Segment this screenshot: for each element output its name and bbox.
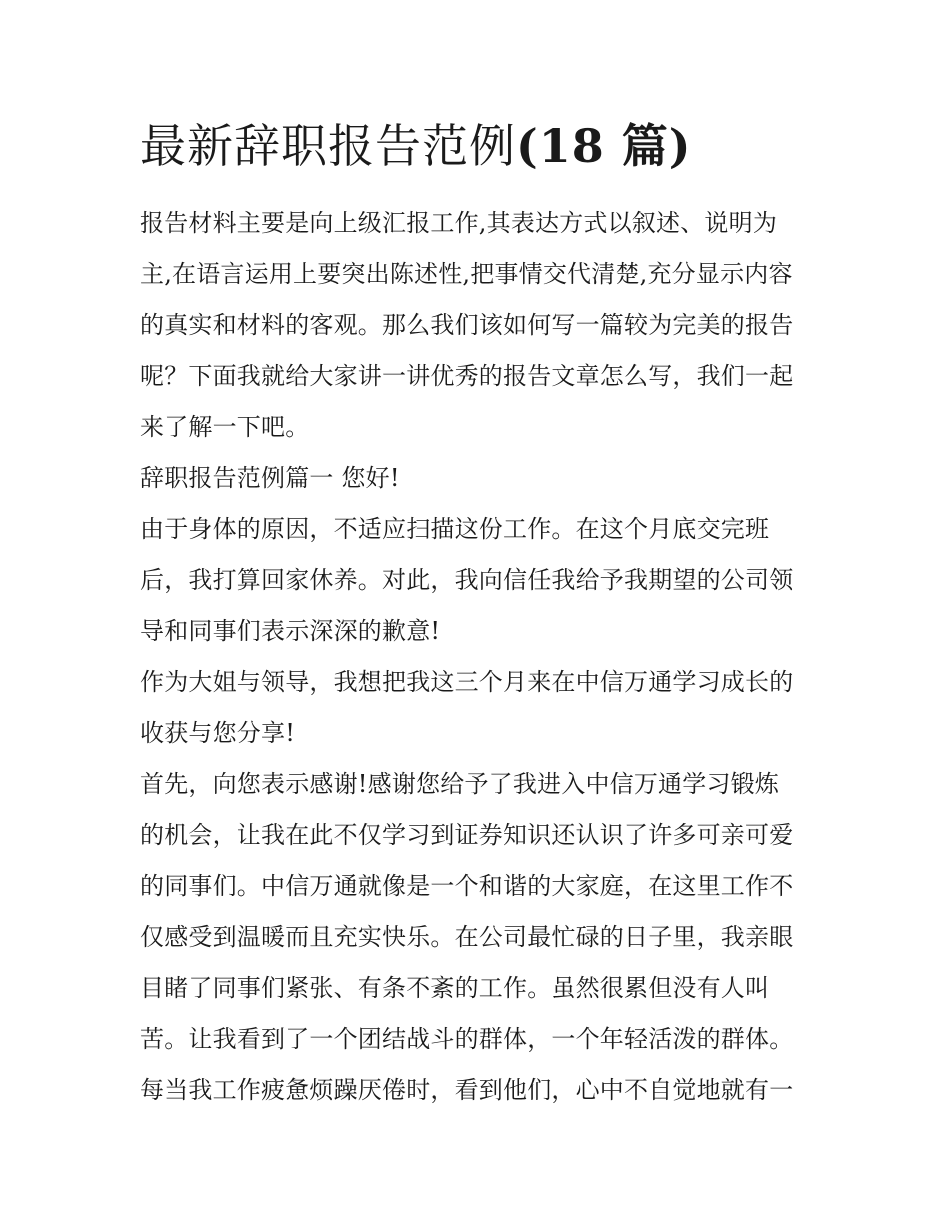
section-heading: 辞职报告范例篇一 您好! [140, 464, 400, 492]
title-main: 最新辞职报告范例 [140, 119, 516, 173]
page-title [140, 116, 692, 176]
text-line: 主,在语言运用上要突出陈述性,把事情交代清楚,充分显示内容 [140, 260, 793, 288]
text-line: 的真实和材料的客观。那么我们该如何写一篇较为完美的报告 [140, 311, 794, 339]
text-line: 作为大姐与领导，我想把我这三个月来在中信万通学习成长的 [140, 668, 794, 696]
body-text [140, 198, 820, 1116]
text-line: 的同事们。中信万通就像是一个和谐的大家庭，在这里工作不 [140, 872, 794, 900]
text-line: 苦。让我看到了一个团结战斗的群体，一个年轻活泼的群体。 [140, 1025, 794, 1053]
text-line: 仅感受到温暖而且充实快乐。在公司最忙碌的日子里，我亲眼 [140, 923, 794, 951]
text-line: 的机会，让我在此不仅学习到证券知识还认识了许多可亲可爱 [140, 821, 794, 849]
text-line: 每当我工作疲惫烦躁厌倦时，看到他们，心中不自觉地就有一 [140, 1076, 794, 1104]
text-line: 呢？下面我就给大家讲一讲优秀的报告文章怎么写，我们一起 [140, 362, 794, 390]
text-line: 报告材料主要是向上级汇报工作,其表达方式以叙述、说明为 [140, 209, 778, 237]
text-line: 首先，向您表示感谢!感谢您给予了我进入中信万通学习锻炼 [140, 770, 780, 798]
text-line: 后，我打算回家休养。对此，我向信任我给予我期望的公司领 [140, 566, 794, 594]
text-line: 由于身体的原因，不适应扫描这份工作。在这个月底交完班 [140, 515, 770, 543]
text-line: 来了解一下吧。 [140, 413, 310, 441]
title-suffix: (18 篇) [516, 119, 692, 173]
text-line: 导和同事们表示深深的歉意! [140, 617, 441, 645]
text-line: 收获与您分享! [140, 719, 296, 747]
text-line: 目睹了同事们紧张、有条不紊的工作。虽然很累但没有人叫 [140, 974, 770, 1002]
